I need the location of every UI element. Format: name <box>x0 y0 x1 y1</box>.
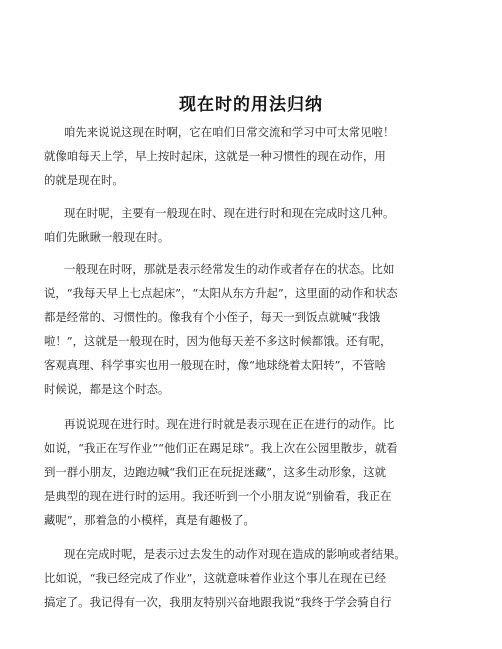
paragraph-line: 都是经常的、习惯性的。像我有个小侄子，每天一到饭点就喊“我饿 <box>44 310 381 324</box>
paragraph-line: 搞定了。我记得有一次，我朋友特别兴奋地跟我说“我终于学会骑自行 <box>44 595 392 609</box>
document-title: 现在时的用法归纳 <box>179 95 323 115</box>
paragraph-line: 比如说，“我已经完成了作业”，这就意味着作业这个事儿在现在已经 <box>44 571 386 585</box>
paragraph-5 <box>44 542 474 614</box>
paragraph-4 <box>44 412 474 532</box>
paragraph-line: 一般现在时呀，那就是表示经常发生的动作或者存在的状态。比如 <box>64 262 395 276</box>
paragraph-line: 现在完成时呢，是表示过去发生的动作对现在造成的影响或者结果。 <box>64 547 406 561</box>
paragraph-line: 到一群小朋友，边跑边喊“我们正在玩捉迷藏”，这多生动形象，这就 <box>44 465 386 479</box>
paragraph-line: 说，“我每天早上七点起床”，“太阳从东方升起”，这里面的动作和状态 <box>44 286 398 300</box>
paragraph-2 <box>44 201 474 249</box>
paragraph-3 <box>44 257 474 401</box>
paragraph-line: 客观真理、科学事实也用一般现在时，像“地球绕着太阳转”，不管啥 <box>44 358 386 372</box>
paragraph-line: 就像咱每天上学，早上按时起床，这就是一种习惯性的现在动作，用 <box>44 149 386 163</box>
paragraph-line: 现在时呢，主要有一般现在时、现在进行时和现在完成时这几种。 <box>64 206 395 220</box>
paragraph-line: 再说说现在进行时。现在进行时就是表示现在正在进行的动作。比 <box>64 417 395 431</box>
paragraph-line: 啦！”，这就是一般现在时，因为他每天差不多这时候都饿。还有呢， <box>44 334 392 348</box>
paragraph-line: 咱们先瞅瞅一般现在时。 <box>44 230 170 244</box>
paragraph-line: 是典型的现在进行时的运用。我还听到一个小朋友说“别偷看，我正在 <box>44 489 392 503</box>
paragraph-line: 的就是现在时。 <box>44 173 124 187</box>
paragraph-1 <box>44 120 474 192</box>
paragraph-line: 藏呢”，那着急的小模样，真是有趣极了。 <box>44 513 255 527</box>
paragraph-line: 如说，“我正在写作业”“他们正在踢足球”。我上次在公园里散步，就看 <box>44 441 398 455</box>
paragraph-line: 咱先来说说这现在时啊，它在咱们日常交流和学习中可太常见啦！ <box>64 125 395 139</box>
paragraph-line: 时候说，都是这个时态。 <box>44 382 170 396</box>
